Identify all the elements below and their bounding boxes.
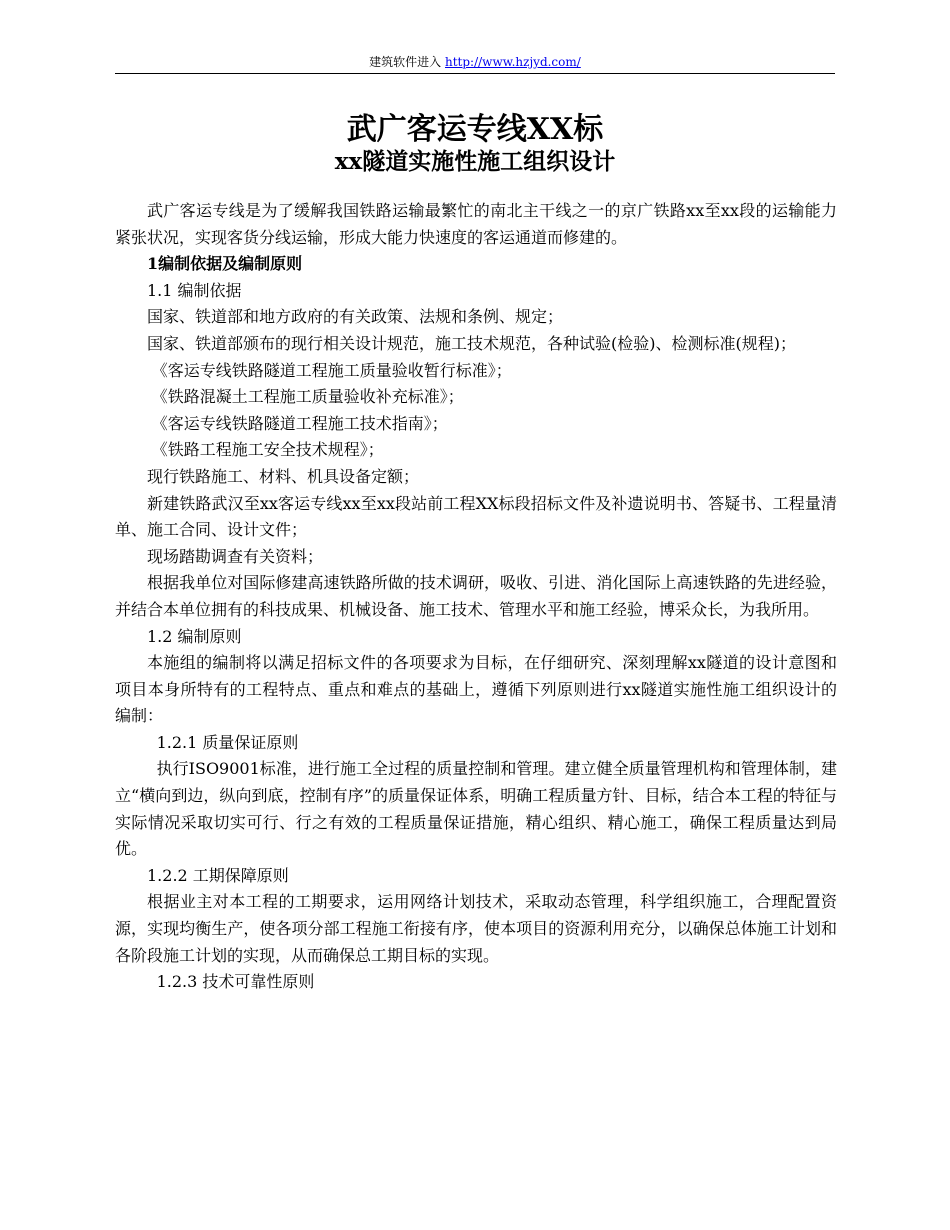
paragraph: 本施组的编制将以满足招标文件的各项要求为目标，在仔细研究、深刻理解xx隧道的设计意图和项目本身所特有的工程特点、重点和难点的基础上，遵循下列原则进行xx隧道实施性施工组织设计的编制： bbox=[115, 653, 837, 726]
document-title: 武广客运专线XX标 bbox=[346, 112, 604, 147]
subsubsection-heading: 1.2.3 技术可靠性原则 bbox=[156, 972, 315, 992]
paragraph: 执行ISO9001标准，进行施工全过程的质量控制和管理。建立健全质量管理机构和管理体制，建立“横向到边，纵向到底，控制有序”的质量保证体系，明确工程质量方针、目标，结合本工程的特征与实际情况采取切实可行、行之有效的工程质量保证措施，精心组织、精心施工，确保工程质量达到局优。 bbox=[115, 759, 837, 859]
header-link[interactable]: http://www.hzjyd.com/ bbox=[445, 55, 581, 69]
section-heading: 1编制依据及编制原则 bbox=[147, 254, 303, 274]
paragraph: 国家、铁道部颁布的现行相关设计规范，施工技术规范，各种试验(检验)、检测标准(规程)； bbox=[147, 333, 796, 353]
list-item: 《铁路工程施工安全技术规程》； bbox=[151, 440, 384, 460]
header-divider bbox=[115, 73, 835, 74]
page-header bbox=[115, 54, 835, 70]
paragraph: 根据我单位对国际修建高速铁路所做的技术调研，吸收、引进、消化国际上高速铁路的先进经验，并结合本单位拥有的科技成果、机械设备、施工技术、管理水平和施工经验，博采众长，为我所用。 bbox=[115, 573, 837, 619]
paragraph: 现场踏勘调查有关资料； bbox=[147, 546, 324, 566]
subsubsection-heading: 1.2.1 质量保证原则 bbox=[156, 732, 299, 752]
paragraph: 新建铁路武汉至xx客运专线xx至xx段站前工程XX标段招标文件及补遗说明书、答疑书、工程量清单、施工合同、设计文件； bbox=[115, 493, 837, 540]
subsection-heading: 1.2 编制原则 bbox=[147, 626, 242, 646]
document-subtitle: xx隧道实施性施工组织设计 bbox=[334, 148, 616, 175]
list-item: 《铁路混凝土工程施工质量验收补充标准》； bbox=[151, 387, 464, 407]
intro-paragraph: 武广客运专线是为了缓解我国铁路运输最繁忙的南北主干线之一的京广铁路xx至xx段的运输能力紧张状况，实现客货分线运输，形成大能力快速度的客运通道而修建的。 bbox=[115, 201, 837, 247]
paragraph: 根据业主对本工程的工期要求，运用网络计划技术，采取动态管理，科学组织施工，合理配置资源，实现均衡生产，使各项分部工程施工衔接有序，使本项目的资源利用充分，以确保总体施工计划和各阶段施工计划的实现，从而确保总工期目标的实现。 bbox=[115, 892, 837, 965]
list-item: 《客运专线铁路隧道工程施工质量验收暂行标准》； bbox=[151, 360, 512, 380]
document-body bbox=[115, 198, 837, 996]
list-item: 《客运专线铁路隧道工程施工技术指南》； bbox=[151, 413, 448, 433]
subsection-heading: 1.1 编制依据 bbox=[147, 280, 242, 300]
header-text: 建筑软件进入 bbox=[369, 55, 445, 69]
paragraph: 现行铁路施工、材料、机具设备定额； bbox=[147, 466, 420, 486]
paragraph: 国家、铁道部和地方政府的有关政策、法规和条例、规定； bbox=[147, 307, 564, 327]
subsubsection-heading: 1.2.2 工期保障原则 bbox=[147, 865, 289, 885]
